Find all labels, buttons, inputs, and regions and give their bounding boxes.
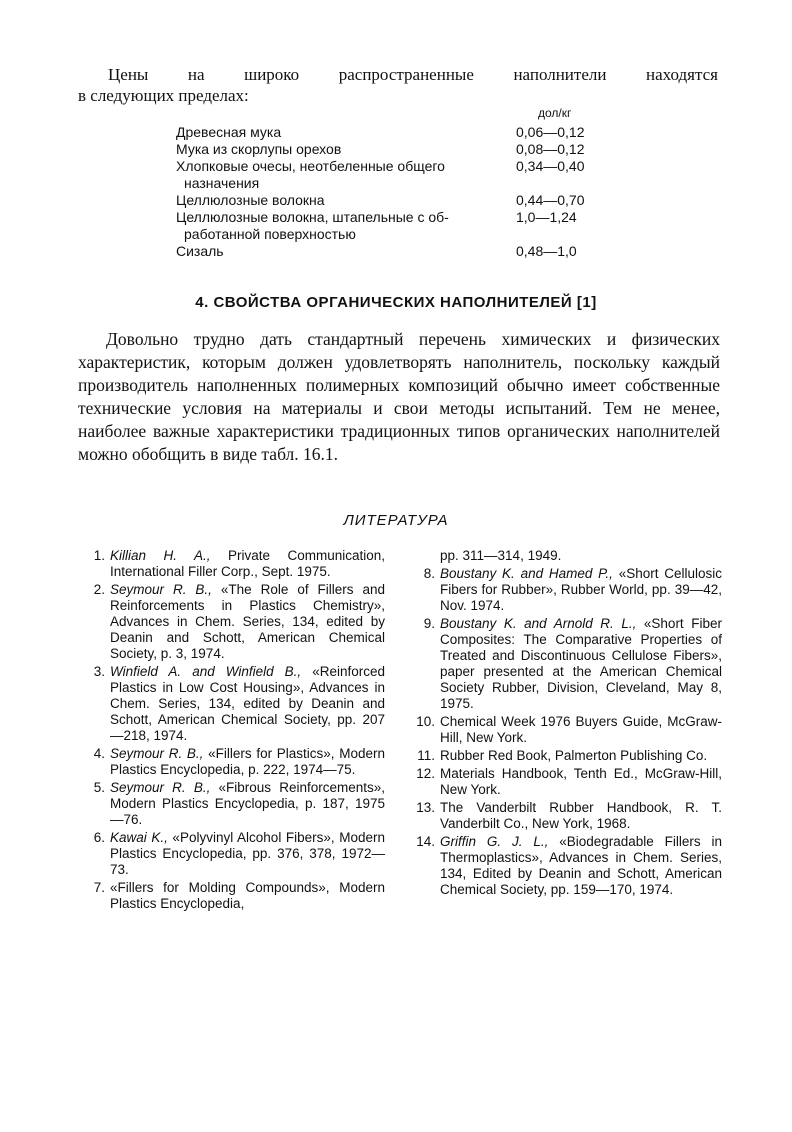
reference-author: Killian H. A., (110, 548, 211, 563)
reference-number: 12. (416, 766, 435, 781)
reference-continuation: pp. 311—314, 1949. (440, 548, 562, 563)
reference-item (410, 616, 722, 712)
reference-number: 4. (93, 746, 105, 761)
price-row (176, 209, 616, 243)
reference-number: 10. (416, 714, 435, 729)
reference-text: Rubber Red Book, Palmerton Publishing Co. (440, 748, 708, 763)
reference-item (410, 834, 722, 898)
price-item-name: Сизаль (176, 243, 224, 259)
reference-number: 11. (417, 748, 435, 763)
reference-text: The Vanderbilt Rubber Handbook, R. T. Vanderbilt Co., New York, 1968. (440, 800, 722, 831)
reference-item (410, 766, 722, 798)
reference-text: «Short Fiber Composites: The Comparative Properties of Treated and Discontinuous Cellulose Fibers», paper presented at the American Chemical Society Rubber, Division, Cleveland, May 8, 1975. (440, 616, 722, 711)
price-item-value: 0,44—0,70 (516, 192, 585, 208)
reference-item (410, 748, 722, 764)
reference-author: Seymour R. B., (110, 780, 211, 795)
price-item-name: Целлюлозные волокна (176, 192, 325, 208)
reference-item (80, 780, 385, 828)
price-row (176, 243, 616, 260)
price-row (176, 141, 616, 158)
reference-item (80, 548, 385, 580)
reference-author: Seymour R. B., (110, 746, 204, 761)
references-right-column (410, 548, 722, 900)
reference-item (80, 880, 385, 912)
reference-author: Winfield A. and Winfield B., (110, 664, 302, 679)
reference-author: Boustany K. and Arnold R. L., (440, 616, 637, 631)
reference-item (80, 746, 385, 778)
reference-number: 2. (93, 582, 105, 597)
reference-number: 3. (93, 664, 105, 679)
price-item-name-cont: работанной поверхностью (184, 226, 356, 242)
price-row (176, 124, 616, 141)
reference-text: «Short Cellulosic Fibers for Rubber», Rubber World, pp. 39—42, Nov. 1974. (440, 566, 722, 613)
price-item-name-cont: назначения (184, 175, 260, 191)
price-item-value: 0,34—0,40 (516, 158, 585, 174)
price-row (176, 158, 616, 192)
intro-line-1: Цены на широко распространенные наполнители находятся (108, 65, 718, 84)
reference-number: 9. (423, 616, 435, 631)
reference-text: Private Communication, International Filler Corp., Sept. 1975. (110, 548, 385, 579)
price-row (176, 192, 616, 209)
price-list (176, 124, 616, 260)
price-item-name: Древесная мука (176, 124, 282, 140)
price-unit-label: дол/кг (538, 106, 572, 120)
body-paragraph (78, 328, 720, 466)
reference-text: «Reinforced Plastics in Low Cost Housing», Advances in Chem. Series, 134, edited by Deanin and Schott, American Chemical Society, pp. 207—218, 1974. (110, 664, 385, 743)
reference-number: 5. (93, 780, 105, 795)
reference-text: «Polyvinyl Alcohol Fibers», Modern Plastics Encyclopedia, pp. 376, 378, 1972—73. (110, 830, 385, 877)
reference-item (410, 566, 722, 614)
reference-author: Boustany K. and Hamed P., (440, 566, 613, 581)
price-item-name: Хлопковые очесы, неотбеленные общего (176, 158, 445, 174)
reference-item (80, 582, 385, 662)
reference-author: Griffin G. J. L., (440, 834, 549, 849)
reference-text: Materials Handbook, Tenth Ed., McGraw-Hill, New York. (440, 766, 722, 797)
reference-number: 8. (423, 566, 435, 581)
reference-item (80, 830, 385, 878)
reference-item (80, 664, 385, 744)
reference-number: 6. (93, 830, 105, 845)
reference-item (410, 800, 722, 832)
reference-author: Kawai K., (110, 830, 168, 845)
reference-author: Seymour R. B., (110, 582, 212, 597)
reference-number: 14. (416, 834, 435, 849)
price-item-value: 0,48—1,0 (516, 243, 577, 259)
references-left-column (80, 548, 385, 914)
intro-paragraph (78, 64, 718, 106)
section-title: 4. СВОЙСТВА ОРГАНИЧЕСКИХ НАПОЛНИТЕЛЕЙ [1] (195, 294, 597, 311)
price-item-value: 1,0—1,24 (516, 209, 577, 225)
reference-text: «The Role of Fillers and Reinforcements in Plastics Chemistry», Advances in Chem. Series, 134, edited by Deanin and Schott, American Chemical Society, p. 3, 1974. (110, 582, 386, 661)
reference-text: «Fillers for Plastics», Modern Plastics Encyclopedia, p. 222, 1974—75. (110, 746, 385, 777)
intro-line-2: в следующих пределах: (78, 86, 249, 105)
literature-heading: ЛИТЕРАТУРА (343, 512, 449, 529)
reference-number: 13. (416, 800, 435, 815)
reference-item (410, 714, 722, 746)
price-item-name: Мука из скорлупы орехов (176, 141, 342, 157)
reference-number: 1. (93, 548, 105, 563)
reference-text: «Fillers for Molding Compounds», Modern Plastics Encyclopedia, (110, 880, 385, 911)
reference-text: «Biodegradable Fillers in Thermoplastics», Advances in Chem. Series, 134, Edited by Deanin and Schott, American Chemical Society, pp. 159—170, 1974. (440, 834, 722, 897)
reference-text: Chemical Week 1976 Buyers Guide, McGraw-Hill, New York. (440, 714, 722, 745)
body-text: Довольно трудно дать стандартный перечень химических и физических характеристик, которым должен удовлетворять наполнитель, поскольку каждый производитель наполненных полимерных композиций обычно имеет собственные технические условия на материалы и свои методы испытаний. Тем не менее, наиболее важные характеристики традиционных типов органических наполнителей можно обобщить в виде табл. 16.1. (78, 329, 720, 464)
reference-number: 7. (93, 880, 105, 895)
price-item-value: 0,06—0,12 (516, 124, 585, 140)
price-item-value: 0,08—0,12 (516, 141, 585, 157)
price-item-name: Целлюлозные волокна, штапельные с об- (176, 209, 449, 225)
reference-text: «Fibrous Reinforcements», Modern Plastics Encyclopedia, p. 187, 1975—76. (110, 780, 386, 827)
